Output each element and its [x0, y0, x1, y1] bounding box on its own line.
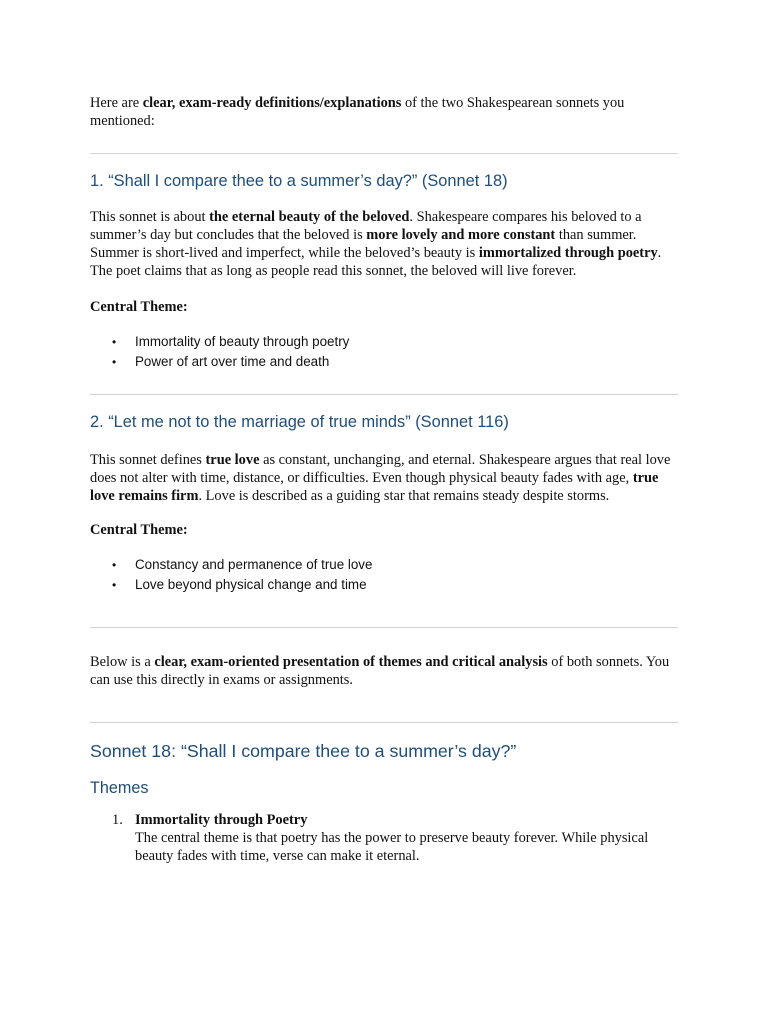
bullet-icon: • — [112, 335, 117, 349]
section-heading-sonnet-18: 1. “Shall I compare thee to a summer’s day?” (Sonnet 18) — [90, 172, 508, 190]
central-theme-label: Central Theme: — [90, 522, 188, 538]
divider — [90, 394, 678, 395]
divider — [90, 627, 678, 628]
divider — [90, 153, 678, 154]
themes-subheading: Themes — [90, 779, 149, 797]
bullet-icon: • — [112, 355, 117, 369]
sonnet-116-description: This sonnet defines true love as constant, unchanging, and eternal. Shakespeare argues that real love does not alter with time, distance, or difficulties. Even though physical beauty fades with age, true love remains firm. Love is described as a guiding star that remains steady despite storms. — [90, 452, 671, 504]
divider — [90, 722, 678, 723]
sonnet-18-description: This sonnet is about the eternal beauty of the beloved. Shakespeare compares his beloved to a summer’s day but concludes that the beloved is more lovely and more constant than summer. Summer is short-lived and imperfect, while the beloved’s beauty is immortalized through poetry. The poet claims that as long as people read this sonnet, the beloved will live forever. — [90, 209, 662, 279]
section-heading-sonnet-18-analysis: Sonnet 18: “Shall I compare thee to a summer’s day?” — [90, 741, 517, 761]
central-theme-list — [90, 555, 678, 595]
bullet-icon: • — [112, 578, 117, 592]
document-page — [90, 94, 678, 865]
list-item: • Constancy and permanence of true love — [90, 555, 678, 575]
bullet-icon: • — [112, 558, 117, 572]
list-item: • Immortality of beauty through poetry — [90, 332, 678, 352]
list-item: • Power of art over time and death — [90, 352, 678, 372]
list-number: 1. — [112, 812, 123, 828]
themes-list — [90, 811, 678, 865]
theme-text: The central theme is that poetry has the power to preserve beauty forever. While physical beauty fades with time, verse can make it eternal. — [135, 830, 649, 864]
intro-paragraph: Here are clear, exam-ready definitions/explanations of the two Shakespearean sonnets you mentioned: — [90, 95, 625, 129]
list-item — [90, 811, 678, 865]
central-theme-list — [90, 332, 678, 372]
analysis-intro-paragraph: Below is a clear, exam-oriented presentation of themes and critical analysis of both sonnets. You can use this directly in exams or assignments. — [90, 654, 670, 688]
list-item: • Love beyond physical change and time — [90, 575, 678, 595]
section-heading-sonnet-116: 2. “Let me not to the marriage of true minds” (Sonnet 116) — [90, 413, 509, 431]
central-theme-label: Central Theme: — [90, 299, 188, 315]
theme-title: Immortality through Poetry — [135, 812, 308, 828]
